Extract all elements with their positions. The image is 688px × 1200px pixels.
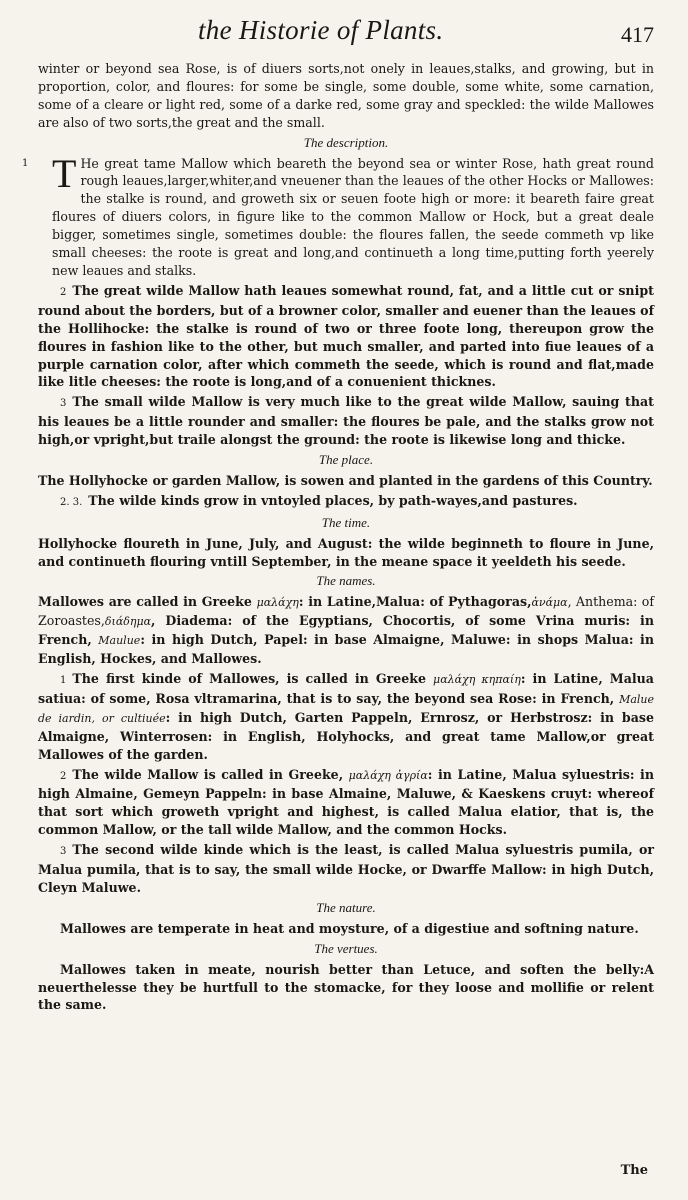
text-run: The wilde Mallow is called in Greeke, [72,766,349,782]
greek-word: μαλάχη [256,596,299,610]
paragraph-text: The wilde kinds grow in vntoyled places, by path-wayes,and pastures. [88,492,578,508]
greek-word: ἀνάμα [531,596,568,610]
paragraph-number: 3 [60,846,67,858]
catchword: The [620,1163,648,1179]
paragraph-number: 1 [60,675,67,686]
description-paragraph-3 [38,393,654,449]
heading-vertues: The vertues. [314,940,378,956]
drop-cap: T [52,150,77,196]
page-number: 417 [621,22,654,47]
text-run: Mallowes are called in Greeke [38,594,257,610]
text-run: , Anthema: of Zoroastes, [38,594,654,629]
heading-names: The names. [316,573,376,589]
description-paragraph-1 [22,150,654,280]
paragraph-number: 2 [60,770,67,782]
heading-time: The time. [321,514,371,530]
running-title: the Historie of Plants. [198,15,444,45]
text-run: : in high Dutch, Garten Pappeln, Ernrosz, or Herbstrosz: in base Almaigne, Winterrosen: in English, Holyhocks, and great tame Mallow,or great Mallowes of the garden. [38,709,654,762]
paragraph-number: 1 [22,157,29,169]
text-run: Mallowes taken in meate, nourish better than Letuce, and soften the belly: [60,961,645,977]
text-run: The second wilde kinde which is the least, is called Malua syluestris pumila, or Malua pumila, that is to say, the small wilde Hocke, or Dwarffe Mallow: in high Dutch, Cleyn Maluwe. [38,842,654,895]
text-run: : in Latine,Malua: of Pythagoras, [298,594,532,610]
heading-nature: The nature. [316,899,376,915]
running-head [38,15,654,60]
paragraph-number: 2. 3. [60,496,83,508]
paragraph-text: He great tame Mallow which beareth the beyond sea or winter Rose, hath great round rough leaues,larger,whiter,and vneuener than the leaues of the other Hocks or Mallowes: the stalke is round, and groweth six or seuen foote high or more: it beareth faire great floures of diuers colors, in figure like to the common Mallow or Hock, but a great deale bigger, sometimes single, sometimes double: the floures fallen, the seede commeth vp like small cheeses: the roote is great and long,and continueth a long time,putting forth yeerely new leaues and stalks. [52,155,654,278]
place-paragraph-1: The Hollyhocke or garden Mallow, is sowen and planted in the gardens of this Country. [38,472,653,488]
paragraph-number: 2 [60,286,67,298]
text-run: : in high Dutch, Papel: in base Almaigne, Maluwe: in shops Malua: in English, Hockes, and Mallowes. [38,632,654,667]
names-paragraph-3 [38,766,654,840]
paragraph-text: The great wilde Mallow hath leaues somewhat round, fat, and a little cut or snipt round about the borders, but of a browner color, smaller and euener than the leaues of the Hollihocke: the stalke is round of two or three foote long, thereupon grow the floures in fashion like to the other, but much smaller, and parted into fiue leaues of a purple carnation color, after which commeth the seede, which is round and flat,made like litle cheeses: the roote is long,and of a conuenient thicknes. [38,282,654,390]
time-paragraph: Hollyhocke floureth in June, July, and August: the wilde beginneth to floure in June, and continueth flouring vntill September, in the meane space it yeeldeth his seede. [38,535,654,569]
italic-word: Maulue [98,634,141,648]
text-run: : in Latine, Malua satiua: of some, Rosa vltramarina, that is to say, the beyond sea Rose: in French, [38,671,654,706]
paragraph-text: The small wilde Mallow is very much like to the great wilde Mallow, sauing that his leaues be a little rounder and smaller: the floures be pale, and the stalks grow not high,or vpright,but traile alongst the ground: the roote is likewise long and thicke. [38,394,654,448]
nature-paragraph: Mallowes are temperate in heat and moysture, of a digestiue and softning nature. [60,920,639,936]
italic-word: Malue de iardin, or cultiuée [38,692,654,725]
text-run: neuerthelesse they be hurtfull to the stomacke, for they loose and mollifie or relent the same. [38,979,654,1013]
greek-word: διάδημα [104,615,152,629]
heading-place: The place. [318,452,374,468]
names-paragraph-1 [38,593,654,668]
greek-word: μαλάχη κηπαίη [433,673,521,686]
names-paragraph-4 [38,841,654,897]
intro-paragraph: winter or beyond sea Rose, is of diuers sorts,not onely in leaues,stalks, and growing, but in proportion, color, and floures: for some be single, some double, some white, some carnation, some of a cleare or light red, some of a darke red, some gray and speckled: the wilde Mallowes are also of two sorts,the great and the small. [38,61,654,130]
heading-description: The description. [303,134,389,150]
text-run: The first kinde of Mallowes, is called in Greeke [72,671,434,686]
description-paragraph-2 [38,282,654,391]
text-run: , Diadema: of the Egyptians, Chocortis, of some Vrina muris: in French, [38,613,654,648]
place-paragraph-2 [38,492,654,512]
margin-letter: A [644,961,654,977]
paragraph-number: 3 [60,398,67,410]
vertues-paragraph [38,961,654,1015]
greek-word: μαλάχη ἀγρία [348,768,428,782]
names-paragraph-2 [38,670,654,764]
text-run: : in Latine, Malua syluestris: in high Almaine, Gemeyn Pappeln: in base Almaine, Maluwe, & Kaeskens cruyt: whereof that sort which groweth vpright and highest, is called Malua elatior, that is, the common Mallow, or the tall wilde Mallow, and the common Hocks. [38,766,655,838]
